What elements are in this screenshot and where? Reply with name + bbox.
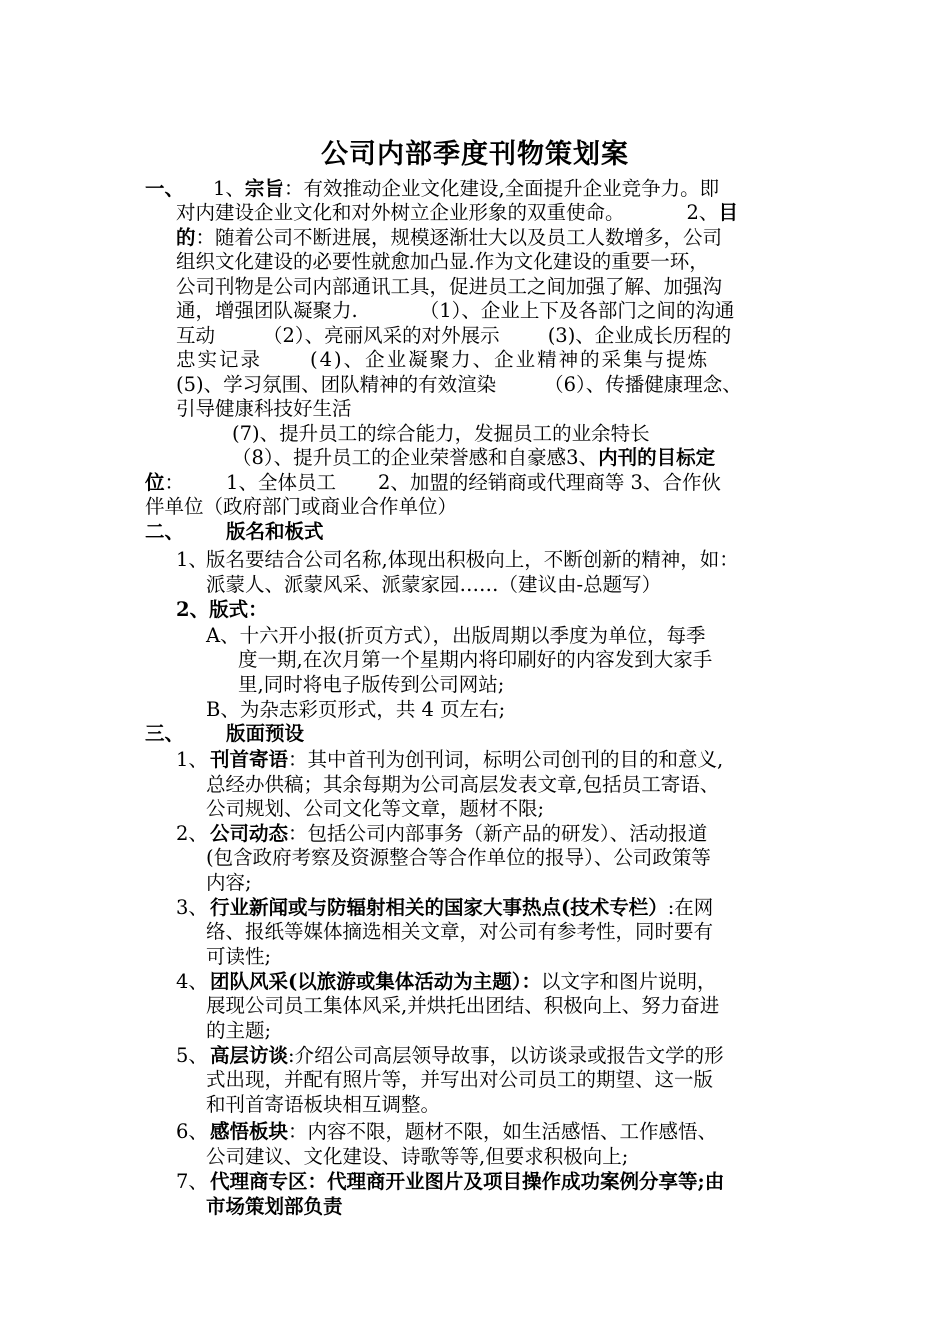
s1-goal-label-b: 的 [176,226,196,249]
document-title: 公司内部季度刊物策划案 [321,139,629,170]
s1-line5: 公司刊物是公司内部通讯工具，促进员工之间加强了解、加强沟 [176,275,723,298]
s3-item3-line3: 可读性; [206,945,272,968]
s3-item6-text1: ：内容不限，题材不限，如生活感悟、工作感悟、 [288,1120,718,1143]
s3-item2-num: 2、 [176,822,208,845]
s3-item5-label: 高层访谈 [210,1044,289,1067]
s1-purpose-label: 宗旨 [244,177,284,200]
s3-item3-label: 行业新闻或与防辐射相关的国家大事热点(技术专栏） [210,896,668,919]
s1-target-1: 1、全体员工 [226,471,336,494]
s1-goal-item-8: （8）、提升员工的企业荣誉感和自豪感3、 [232,446,599,469]
s3-item5-line3: 和刊首寄语板块相互调整。 [206,1093,441,1116]
s1-goal-item-1: （1）、企业上下及各部门之间的沟通 [419,299,735,322]
s1-goal-item-4: (4)、企业凝聚力、企业精神的采集与提炼 [310,348,710,371]
s1-line7 [176,324,731,348]
s3-item7-line1 [210,1170,724,1194]
s3-item5-line1 [210,1044,724,1068]
s1-line13 [145,471,721,495]
s1-line12 [232,446,715,470]
s1-purpose-text: ：有效推动企业文化建设,全面提升企业竞争力。即 [283,177,720,200]
section3-heading: 版面预设 [226,722,305,745]
s3-item2-line3: 内容; [206,871,252,894]
s3-item7-num: 7、 [176,1170,208,1193]
s2-format-b-line1: B、为杂志彩页形式，共 4 页左右; [206,698,506,721]
s1-line8 [176,348,709,372]
s1-goal-text: ：随着公司不断进展，规模逐渐壮大以及员工人数增多，公司 [195,226,723,249]
s1-goal-item-1-end: 互动 [176,324,216,347]
s3-item2-line2: (包含政府考察及资源整合等合作单位的报导）、公司政策等 [206,846,711,869]
s3-item3-num: 3、 [176,896,208,919]
s2-item1-num: 1、 [176,548,208,571]
s1-goal-item-3: (3)、企业成长历程的 [547,324,732,347]
s1-line9 [176,373,742,397]
s3-item5-num: 5、 [176,1044,208,1067]
s3-item6-num: 6、 [176,1120,208,1143]
s1-goal-item-5: (5)、学习氛围、团队精神的有效渲染 [176,373,497,396]
s1-goal-label-a: 目 [718,201,738,224]
s3-item3-line2: 络、报纸等媒体摘选相关文章，对公司有参考性，同时要有 [206,920,714,943]
s2-item1-line1: 版名要结合公司名称,体现出积极向上，不断创新的精神，如： [206,548,739,571]
s1-goal-item-6: （6）、传播健康理念、 [544,373,742,396]
s3-item3-line1 [210,896,713,920]
s1-num-1: 1、 [213,177,245,200]
section2-marker: 二、 [145,520,185,543]
s3-item1-line3: 公司规划、公司文化等文章，题材不限; [206,797,545,820]
s3-item6-label: 感悟板块 [210,1120,289,1143]
s1-line6 [176,299,734,323]
s3-item4-text1: 以文字和图片说明， [540,970,717,993]
section1-marker: 一、 [145,177,185,200]
s1-line2-text: 对内建设企业文化和对外树立企业形象的双重使命。 [176,201,625,224]
s1-goal-item-3-end: 忠实记录 [176,348,263,371]
s3-item1-text1: ：其中首刊为创刊词，标明公司创刊的目的和意义, [288,748,724,771]
s2-format-a-line2: 度一期,在次月第一个星期内将印刷好的内容发到大家手 [238,648,713,671]
s1-target-label-a: 内刊的目标定 [598,446,716,469]
s3-item2-label: 公司动态 [210,822,289,845]
s3-item4-label: 团队风采(以旅游或集体活动为主题）： [210,970,541,993]
section2-heading: 版名和板式 [226,520,324,543]
s3-item4-num: 4、 [176,970,208,993]
s3-item7-label: 代理商专区：代理商开业图片及项目操作成功案例分享等;由 [210,1170,725,1193]
s3-item4-line1 [210,970,717,994]
s3-item1-line1 [210,748,723,772]
s1-goal-item-7: (7)、提升员工的综合能力，发掘员工的业余特长 [232,422,650,445]
s2-format-a-line1: A、十六开小报(折页方式），出版周期以季度为单位，每季 [206,624,706,647]
s3-item1-line2: 总经办供稿；其余每期为公司高层发表文章,包括员工寄语、 [206,773,720,796]
s1-line14: 伴单位（政府部门或商业合作单位） [145,495,458,518]
s3-item5-text1: :介绍公司高层领导故事，以访谈录或报告文学的形 [288,1044,724,1067]
s1-line1 [213,177,719,201]
s1-target-label-b: 位 [145,471,165,494]
s3-item7-line2: 市场策划部负责 [206,1195,343,1218]
s3-item6-line1 [210,1120,717,1144]
s1-target-2: 2、加盟的经销商或代理商等 3、合作伙 [377,471,721,494]
s3-item5-line2: 式出现，并配有照片等，并写出对公司员工的期望、这一版 [206,1068,714,1091]
s1-line4: 组织文化建设的必要性就愈加凸显.作为文化建设的重要一环， [176,250,709,273]
s1-line6-text: 通，增强团队凝聚力. [176,299,358,322]
s1-goal-item-2: （2）、亮丽风采的对外展示 [263,324,500,347]
s3-item6-line2: 公司建议、文化建设、诗歌等等,但要求积极向上; [206,1145,629,1168]
s3-item4-line3: 的主题; [206,1019,272,1042]
s3-item1-label: 刊首寄语 [210,748,289,771]
s1-num-2: 2、 [686,201,719,224]
s3-item2-text1: ：包括公司内部事务（新产品的研发）、活动报道 [288,822,708,845]
s1-line10: 引导健康科技好生活 [176,397,352,420]
s1-line3 [176,226,722,250]
s1-line2 [176,201,738,225]
s2-item1-line2: 派蒙人、派蒙风采、派蒙家园……（建议由-总题写） [206,573,662,596]
s1-target-colon: ： [164,471,185,494]
s2-item2-heading: 2、版式： [176,598,268,621]
section3-marker: 三、 [145,722,185,745]
s2-format-a-line3: 里,同时将电子版传到公司网站; [238,673,505,696]
s3-item4-line2: 展现公司员工集体风采,并烘托出团结、积极向上、努力奋进 [206,994,720,1017]
s3-item3-text1: :在网 [667,896,714,919]
s3-item1-num: 1、 [176,748,208,771]
s3-item2-line1 [210,822,707,846]
